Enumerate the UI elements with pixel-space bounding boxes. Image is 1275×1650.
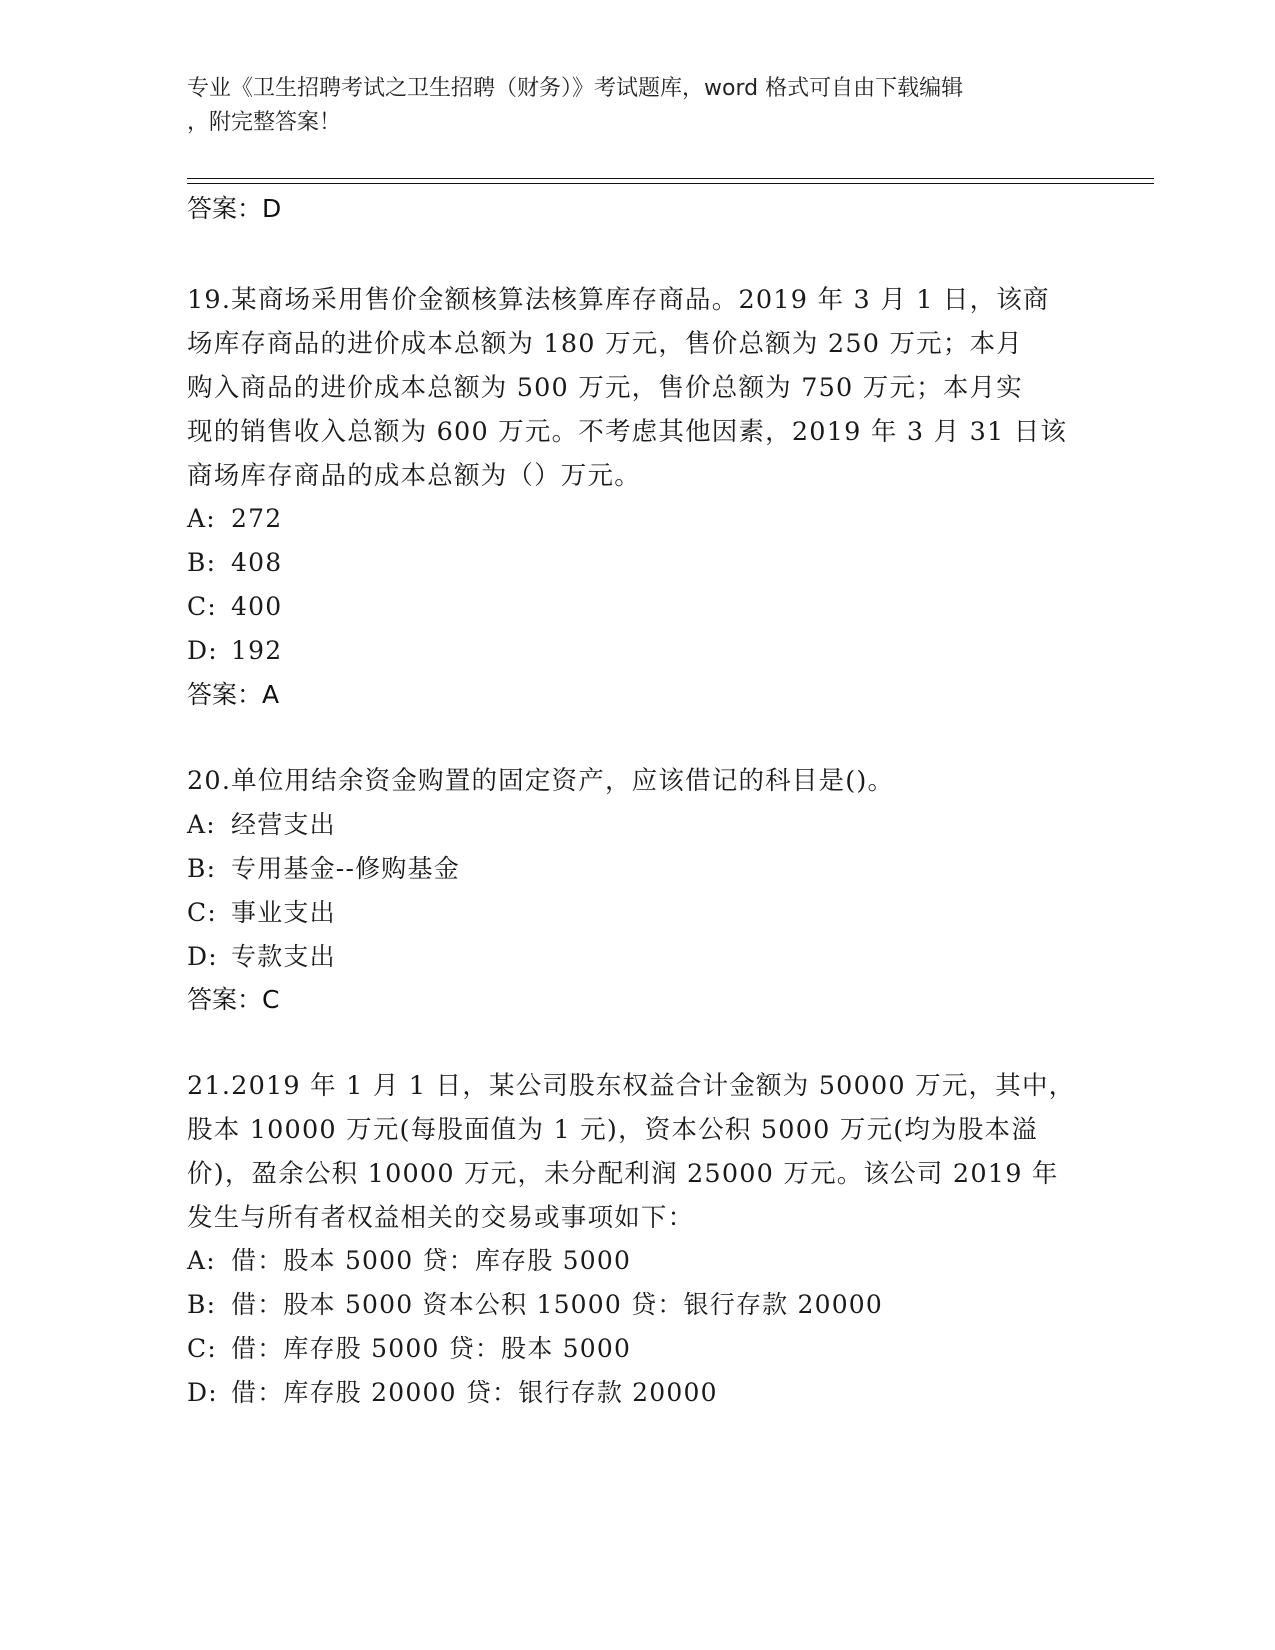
question-20-line-1: 20.单位用结余资金购置的固定资产，应该借记的科目是()。 [187, 766, 895, 796]
option-text: 借：股本 5000 资本公积 15000 贷：银行存款 20000 [231, 1290, 884, 1319]
question-20-option-c [187, 896, 336, 930]
option-letter: D: [187, 636, 218, 665]
option-text: 专用基金--修购基金 [231, 854, 460, 883]
question-20-option-d [187, 940, 336, 974]
option-text: 事业支出 [231, 898, 336, 927]
option-text: 272 [231, 504, 283, 533]
option-letter: C: [187, 1334, 217, 1363]
question-19-line-4: 现的销售收入总额为 600 万元。不考虑其他因素，2019 年 3 月 31 日该 [187, 417, 1068, 447]
option-letter: C: [187, 898, 217, 927]
document-header [187, 72, 1067, 140]
question-19-line-5: 商场库存商品的成本总额为（）万元。 [187, 461, 641, 491]
question-20-option-a [187, 808, 336, 842]
option-letter: D: [187, 1378, 218, 1407]
option-text: 408 [231, 548, 283, 577]
question-19-line-1: 19.某商场采用售价金额核算法核算库存商品。2019 年 3 月 1 日，该商 [187, 285, 1050, 315]
question-21-option-a [187, 1244, 631, 1278]
option-letter: A: [187, 810, 216, 839]
option-text: 借：库存股 5000 贷：股本 5000 [231, 1334, 632, 1363]
question-21-option-c [187, 1332, 631, 1366]
header-rule-bottom [187, 183, 1154, 184]
header-line-2: ，附完整答案！ [187, 110, 342, 135]
option-text: 专款支出 [231, 942, 336, 971]
option-letter: B: [187, 854, 217, 883]
option-text: 经营支出 [231, 810, 336, 839]
question-20-option-b [187, 852, 460, 886]
option-letter: A: [187, 1246, 216, 1275]
question-21-line-4: 发生与所有者权益相关的交易或事项如下： [187, 1203, 695, 1233]
answer-q18: 答案：D [187, 194, 282, 223]
option-text: 借：股本 5000 贷：库存股 5000 [231, 1246, 632, 1275]
option-letter: B: [187, 548, 217, 577]
question-19-option-d [187, 634, 282, 668]
header-line-1: 专业《卫生招聘考试之卫生招聘（财务）》考试题库，word 格式可自由下载编辑 [187, 76, 964, 101]
option-letter: A: [187, 504, 216, 533]
question-21-line-3: 价)，盈余公积 10000 万元，未分配利润 25000 万元。该公司 2019 年 [187, 1159, 1059, 1189]
question-21-line-2: 股本 10000 万元(每股面值为 1 元)，资本公积 5000 万元(均为股本溢 [187, 1115, 1038, 1145]
option-letter: B: [187, 1290, 217, 1319]
option-letter: C: [187, 592, 217, 621]
question-19-line-3: 购入商品的进价成本总额为 500 万元，售价总额为 750 万元；本月实 [187, 373, 1023, 403]
question-21-option-b [187, 1288, 883, 1322]
answer-q20: 答案：C [187, 985, 280, 1014]
option-text: 192 [231, 636, 283, 665]
question-19-option-a [187, 502, 282, 536]
question-21-option-d [187, 1376, 718, 1410]
question-19-option-c [187, 590, 282, 624]
option-text: 借：库存股 20000 贷：银行存款 20000 [231, 1378, 718, 1407]
header-rule-top [187, 178, 1154, 179]
option-letter: D: [187, 942, 218, 971]
question-21-line-1: 21.2019 年 1 月 1 日，某公司股东权益合计金额为 50000 万元，其中， [187, 1071, 1076, 1101]
question-19-line-2: 场库存商品的进价成本总额为 180 万元，售价总额为 250 万元；本月 [187, 329, 1023, 359]
option-text: 400 [231, 592, 283, 621]
question-19-option-b [187, 546, 282, 580]
answer-q19: 答案：A [187, 680, 280, 709]
